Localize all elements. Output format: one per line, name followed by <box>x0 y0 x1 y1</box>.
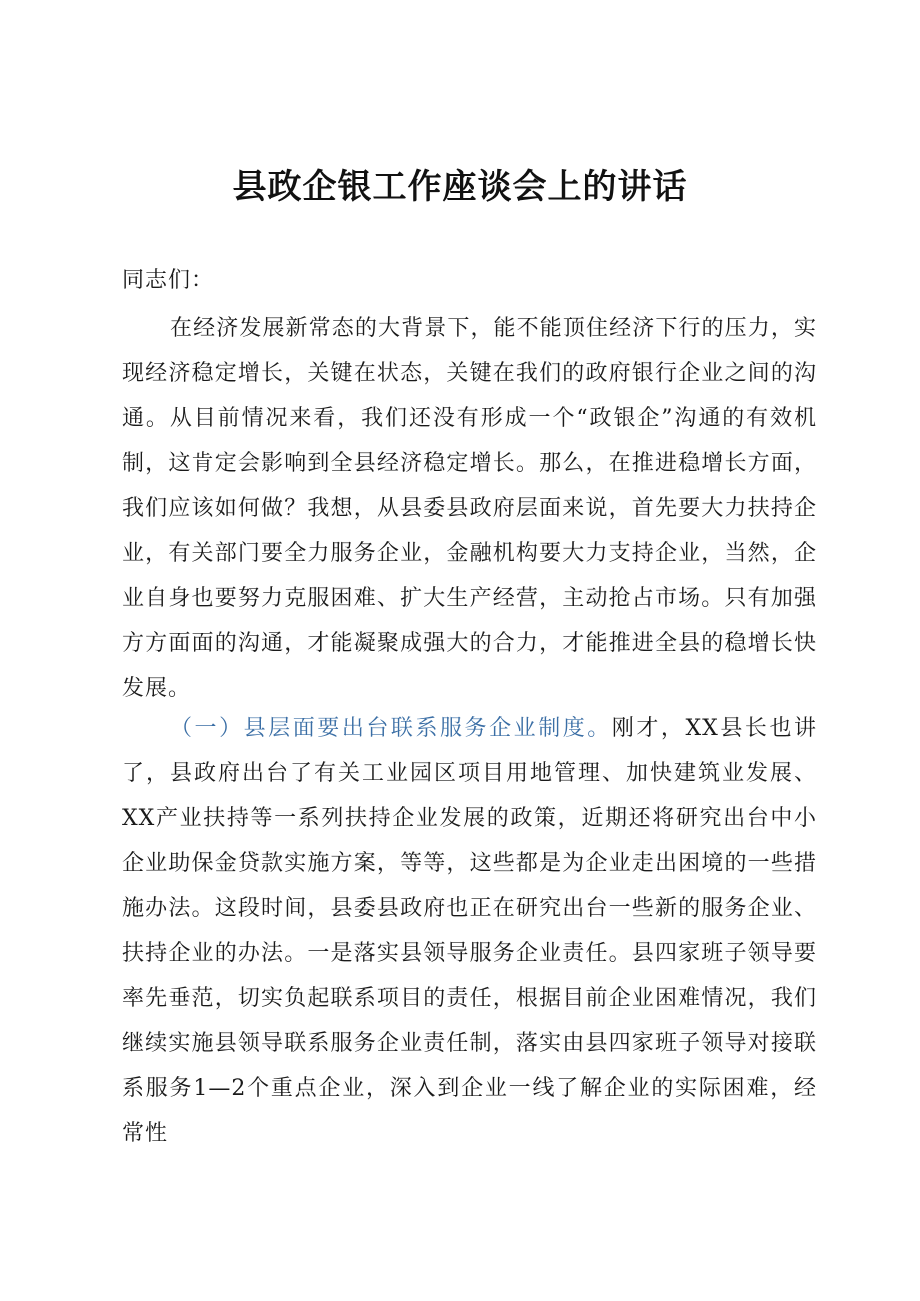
document-title: 县政企银工作座谈会上的讲话 <box>232 167 688 207</box>
paragraph-intro: 在经济发展新常态的大背景下，能不能顶住经济下行的压力，实现经济稳定增长，关键在状态，关键在我们的政府银行企业之间的沟通。从目前情况来看，我们还没有形成一个“政银企”沟通的有效机制，这肯定会影响到全县经济稳定增长。那么，在推进稳增长方面，我们应该如何做？我想，从县委县政府层面来说，首先要大力扶持企业，有关部门要全力服务企业，金融机构要大力支持企业，当然，企业自身也要努力克服困难、扩大生产经营，主动抢占市场。只有加强方方面面的沟通，才能凝聚成强大的合力，才能推进全县的稳增长快发展。 <box>122 316 817 701</box>
salutation: 同志们： <box>122 268 215 293</box>
section-1-heading: （一）县层面要出台联系服务企业制度。 <box>170 716 612 741</box>
paragraph-section-1 <box>122 706 817 1156</box>
section-1-text: 刚才，XX县长也讲了，县政府出台了有关工业园区项目用地管理、加快建筑业发展、XX产业扶持等一系列扶持企业发展的政策，近期还将研究出台中小企业助保金贷款实施方案，等等，这些都是为企业走出困境的一些措施办法。这段时间，县委县政府也正在研究出台一些新的服务企业、扶持企业的办法。一是落实县领导服务企业责任。县四家班子领导要率先垂范，切实负起联系项目的责任，根据目前企业困难情况，我们继续实施县领导联系服务企业责任制，落实由县四家班子领导对接联系服务1—2个重点企业，深入到企业一线了解企业的实际困难，经常性 <box>122 716 817 1146</box>
